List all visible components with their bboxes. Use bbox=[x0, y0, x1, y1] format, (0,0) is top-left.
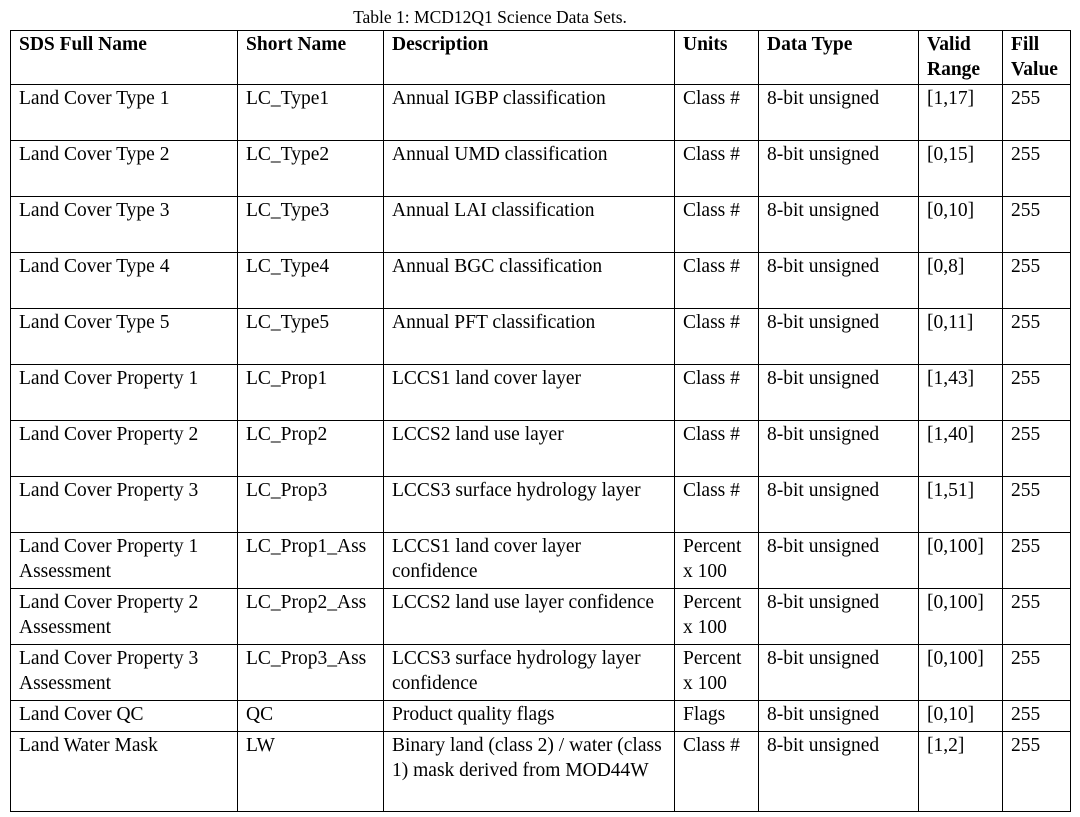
cell-short-name: LC_Type5 bbox=[238, 309, 384, 365]
cell-fill-value: 255 bbox=[1003, 701, 1071, 732]
cell-valid-range: [0,10] bbox=[919, 197, 1003, 253]
cell-data-type: 8-bit unsigned bbox=[759, 701, 919, 732]
cell-units: Class # bbox=[675, 85, 759, 141]
cell-units: Class # bbox=[675, 477, 759, 533]
cell-full-name: Land Cover Type 2 bbox=[11, 141, 238, 197]
table-row bbox=[11, 365, 1071, 421]
cell-data-type: 8-bit unsigned bbox=[759, 589, 919, 645]
table-row bbox=[11, 732, 1071, 812]
cell-full-name: Land Cover Property 2 Assessment bbox=[11, 589, 238, 645]
header-description: Description bbox=[384, 31, 675, 85]
cell-data-type: 8-bit unsigned bbox=[759, 421, 919, 477]
cell-data-type: 8-bit unsigned bbox=[759, 197, 919, 253]
table-row bbox=[11, 533, 1071, 589]
cell-description: LCCS1 land cover layer confidence bbox=[384, 533, 675, 589]
cell-full-name: Land Cover QC bbox=[11, 701, 238, 732]
cell-full-name: Land Cover Type 5 bbox=[11, 309, 238, 365]
cell-units: Percent x 100 bbox=[675, 645, 759, 701]
cell-full-name: Land Cover Property 3 bbox=[11, 477, 238, 533]
cell-short-name: LC_Type2 bbox=[238, 141, 384, 197]
table-row bbox=[11, 253, 1071, 309]
header-valid-range: Valid Range bbox=[919, 31, 1003, 85]
cell-data-type: 8-bit unsigned bbox=[759, 85, 919, 141]
cell-short-name: LC_Prop3 bbox=[238, 477, 384, 533]
cell-valid-range: [0,8] bbox=[919, 253, 1003, 309]
cell-full-name: Land Cover Property 1 Assessment bbox=[11, 533, 238, 589]
table-row bbox=[11, 645, 1071, 701]
cell-full-name: Land Cover Property 2 bbox=[11, 421, 238, 477]
cell-description: Annual PFT classification bbox=[384, 309, 675, 365]
table-row bbox=[11, 197, 1071, 253]
cell-data-type: 8-bit unsigned bbox=[759, 309, 919, 365]
cell-fill-value: 255 bbox=[1003, 253, 1071, 309]
cell-valid-range: [1,51] bbox=[919, 477, 1003, 533]
header-data-type: Data Type bbox=[759, 31, 919, 85]
cell-units: Class # bbox=[675, 141, 759, 197]
cell-data-type: 8-bit unsigned bbox=[759, 533, 919, 589]
cell-description: LCCS1 land cover layer bbox=[384, 365, 675, 421]
cell-fill-value: 255 bbox=[1003, 421, 1071, 477]
cell-data-type: 8-bit unsigned bbox=[759, 477, 919, 533]
cell-data-type: 8-bit unsigned bbox=[759, 732, 919, 812]
cell-data-type: 8-bit unsigned bbox=[759, 365, 919, 421]
cell-fill-value: 255 bbox=[1003, 589, 1071, 645]
table-row bbox=[11, 701, 1071, 732]
cell-full-name: Land Cover Type 3 bbox=[11, 197, 238, 253]
cell-fill-value: 255 bbox=[1003, 533, 1071, 589]
cell-data-type: 8-bit unsigned bbox=[759, 141, 919, 197]
cell-short-name: LC_Prop2_Ass bbox=[238, 589, 384, 645]
table-caption: Table 1: MCD12Q1 Science Data Sets. bbox=[353, 7, 627, 27]
table-row bbox=[11, 141, 1071, 197]
header-sds-full-name: SDS Full Name bbox=[11, 31, 238, 85]
cell-valid-range: [1,40] bbox=[919, 421, 1003, 477]
cell-valid-range: [0,11] bbox=[919, 309, 1003, 365]
cell-description: LCCS2 land use layer confidence bbox=[384, 589, 675, 645]
cell-description: Annual LAI classification bbox=[384, 197, 675, 253]
cell-short-name: QC bbox=[238, 701, 384, 732]
header-fill-value: Fill Value bbox=[1003, 31, 1071, 85]
cell-full-name: Land Cover Type 1 bbox=[11, 85, 238, 141]
cell-fill-value: 255 bbox=[1003, 141, 1071, 197]
cell-valid-range: [1,2] bbox=[919, 732, 1003, 812]
cell-data-type: 8-bit unsigned bbox=[759, 645, 919, 701]
cell-description: Product quality flags bbox=[384, 701, 675, 732]
cell-short-name: LC_Prop2 bbox=[238, 421, 384, 477]
cell-units: Class # bbox=[675, 197, 759, 253]
cell-description: Binary land (class 2) / water (class 1) mask derived from MOD44W bbox=[384, 732, 675, 812]
cell-description: LCCS3 surface hydrology layer bbox=[384, 477, 675, 533]
cell-full-name: Land Cover Property 3 Assessment bbox=[11, 645, 238, 701]
cell-valid-range: [1,17] bbox=[919, 85, 1003, 141]
cell-units: Flags bbox=[675, 701, 759, 732]
cell-valid-range: [0,10] bbox=[919, 701, 1003, 732]
cell-units: Class # bbox=[675, 365, 759, 421]
cell-valid-range: [0,100] bbox=[919, 589, 1003, 645]
science-data-sets-table bbox=[10, 30, 1071, 812]
cell-units: Class # bbox=[675, 732, 759, 812]
table-row bbox=[11, 589, 1071, 645]
cell-units: Percent x 100 bbox=[675, 533, 759, 589]
cell-short-name: LC_Prop1_Ass bbox=[238, 533, 384, 589]
cell-short-name: LC_Prop3_Ass bbox=[238, 645, 384, 701]
cell-units: Class # bbox=[675, 421, 759, 477]
cell-short-name: LC_Type4 bbox=[238, 253, 384, 309]
cell-description: Annual UMD classification bbox=[384, 141, 675, 197]
cell-short-name: LC_Type1 bbox=[238, 85, 384, 141]
table-header-row bbox=[11, 31, 1071, 85]
cell-full-name: Land Water Mask bbox=[11, 732, 238, 812]
table-row bbox=[11, 85, 1071, 141]
table-row bbox=[11, 421, 1071, 477]
cell-fill-value: 255 bbox=[1003, 197, 1071, 253]
cell-valid-range: [0,100] bbox=[919, 645, 1003, 701]
table-row bbox=[11, 477, 1071, 533]
header-short-name: Short Name bbox=[238, 31, 384, 85]
cell-short-name: LC_Prop1 bbox=[238, 365, 384, 421]
cell-units: Percent x 100 bbox=[675, 589, 759, 645]
cell-short-name: LW bbox=[238, 732, 384, 812]
cell-fill-value: 255 bbox=[1003, 732, 1071, 812]
cell-fill-value: 255 bbox=[1003, 477, 1071, 533]
cell-fill-value: 255 bbox=[1003, 645, 1071, 701]
cell-data-type: 8-bit unsigned bbox=[759, 253, 919, 309]
cell-fill-value: 255 bbox=[1003, 365, 1071, 421]
cell-full-name: Land Cover Type 4 bbox=[11, 253, 238, 309]
cell-description: LCCS2 land use layer bbox=[384, 421, 675, 477]
cell-description: Annual IGBP classification bbox=[384, 85, 675, 141]
cell-short-name: LC_Type3 bbox=[238, 197, 384, 253]
cell-description: Annual BGC classification bbox=[384, 253, 675, 309]
cell-fill-value: 255 bbox=[1003, 85, 1071, 141]
cell-valid-range: [0,100] bbox=[919, 533, 1003, 589]
cell-fill-value: 255 bbox=[1003, 309, 1071, 365]
cell-valid-range: [1,43] bbox=[919, 365, 1003, 421]
cell-description: LCCS3 surface hydrology layer confidence bbox=[384, 645, 675, 701]
cell-units: Class # bbox=[675, 309, 759, 365]
table-row bbox=[11, 309, 1071, 365]
header-units: Units bbox=[675, 31, 759, 85]
cell-full-name: Land Cover Property 1 bbox=[11, 365, 238, 421]
cell-valid-range: [0,15] bbox=[919, 141, 1003, 197]
cell-units: Class # bbox=[675, 253, 759, 309]
